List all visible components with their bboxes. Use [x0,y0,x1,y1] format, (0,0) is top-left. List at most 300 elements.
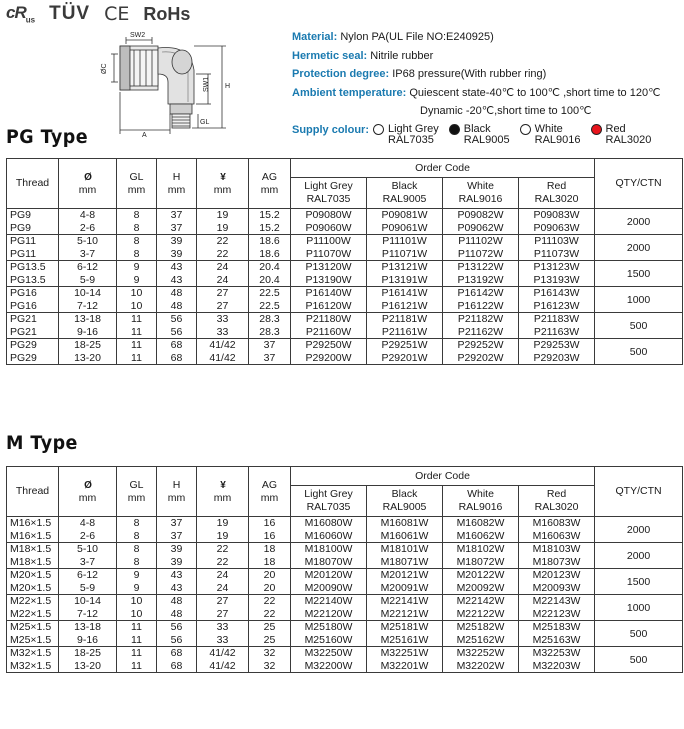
col-colour-1 [367,178,443,209]
table-cell: 10-14 [59,595,117,608]
table-cell: P16141W [367,287,443,300]
qty-cell: 500 [595,647,683,673]
table-cell: 8 [117,248,157,261]
colour-col-name: Red [546,180,567,192]
table-cell: 8 [117,222,157,235]
table-cell: M20092W [443,582,519,595]
table-cell: 20.4 [249,274,291,287]
tuv-mark: TÜV [49,3,91,24]
col-qty [595,159,683,209]
table-cell: M16083W [519,517,595,530]
table-cell: M16×1.5 [7,530,59,543]
table-row [7,543,683,556]
table-cell: 18 [249,543,291,556]
col-thread [7,467,59,517]
table-cell: 10 [117,608,157,621]
table-cell: 11 [117,660,157,673]
table-cell: P16121W [367,300,443,313]
table-cell: 68 [157,352,197,365]
table-cell: 2-6 [59,530,117,543]
table-cell: P13120W [291,261,367,274]
table-cell: 41/42 [197,647,249,660]
table-cell: 13-20 [59,352,117,365]
col-gl-label: GL [129,170,144,183]
table-cell: P29203W [519,352,595,365]
col-colour-3 [519,178,595,209]
table-cell: 22 [249,608,291,621]
table-cell: P13123W [519,261,595,274]
table-cell: 56 [157,621,197,634]
table-row [7,222,683,235]
table-cell: M25181W [367,621,443,634]
table-cell: 43 [157,569,197,582]
col-colour-0 [291,486,367,517]
m-type-table [6,466,683,673]
table-cell: M32203W [519,660,595,673]
table-cell: P09062W [443,222,519,235]
table-cell: M16082W [443,517,519,530]
table-cell: M20123W [519,569,595,582]
table-cell: M16060W [291,530,367,543]
table-cell: 25 [249,634,291,647]
table-cell: 24 [197,274,249,287]
pg-type-title: PG Type [6,126,89,148]
qty-cell: 1000 [595,287,683,313]
table-cell: 13-18 [59,313,117,326]
colour-col-code: RAL9016 [458,193,503,205]
col-colour-2 [443,178,519,209]
colour-col-code: RAL7035 [306,501,351,513]
table-cell: P09060W [291,222,367,235]
table-cell: P13121W [367,261,443,274]
colour-col-code: RAL3020 [534,193,579,205]
table-cell: M22121W [367,608,443,621]
table-cell: PG21 [7,313,59,326]
table-cell: M32×1.5 [7,660,59,673]
table-cell: 37 [157,530,197,543]
colour-col-code: RAL7035 [306,193,351,205]
table-row [7,209,683,222]
table-cell: 10 [117,287,157,300]
wrench-icon: ¥ [220,479,225,491]
table-cell: 43 [157,274,197,287]
qty-cell: 1500 [595,569,683,595]
table-cell: 43 [157,261,197,274]
table-cell: M22140W [291,595,367,608]
table-row [7,530,683,543]
table-cell: P21163W [519,326,595,339]
table-row [7,582,683,595]
table-row [7,608,683,621]
dim-sw1-label: SW1 [203,76,210,92]
table-cell: P21160W [291,326,367,339]
colour-swatch-0 [373,121,439,146]
colour-col-code: RAL9005 [382,501,427,513]
table-cell: M25160W [291,634,367,647]
colour-col-code: RAL3020 [534,501,579,513]
col-thread-label: Thread [15,485,50,497]
colour-code: RAL7035 [388,133,434,146]
table-cell: 11 [117,326,157,339]
table-cell: PG29 [7,352,59,365]
table-cell: M25×1.5 [7,634,59,647]
table-cell: 5-9 [59,274,117,287]
table-cell: P16122W [443,300,519,313]
col-thread [7,159,59,209]
table-cell: P21162W [443,326,519,339]
table-cell: 11 [117,339,157,352]
col-gl-label: GL [129,478,144,491]
table-cell: P16120W [291,300,367,313]
colour-col-name: White [467,488,494,500]
colour-swatch-label [464,121,510,146]
table-cell: M18102W [443,543,519,556]
table-cell: 20 [249,582,291,595]
table-cell: M32250W [291,647,367,660]
table-cell: 48 [157,287,197,300]
table-cell: 18-25 [59,647,117,660]
table-cell: 6-12 [59,569,117,582]
col-h-unit: mm [167,491,186,504]
table-cell: 9 [117,569,157,582]
ul-mark: $cR_{us}$ [6,3,36,25]
dim-gl-label: GL [200,119,210,126]
table-cell: 48 [157,300,197,313]
table-cell: P11070W [291,248,367,261]
table-cell: M18072W [443,556,519,569]
table-cell: 19 [197,517,249,530]
table-cell: 9-16 [59,634,117,647]
table-cell: P13190W [291,274,367,287]
table-cell: 7-12 [59,608,117,621]
colour-swatch-label [606,121,652,146]
table-cell: 27 [197,608,249,621]
table-cell: 19 [197,530,249,543]
table-cell: M18×1.5 [7,556,59,569]
table-cell: 56 [157,634,197,647]
table-cell: 18.6 [249,235,291,248]
table-cell: P09083W [519,209,595,222]
table-cell: M20×1.5 [7,582,59,595]
dim-sw2-label: SW2 [130,32,146,39]
table-cell: 43 [157,582,197,595]
table-cell: 33 [197,326,249,339]
order-code-label: Order Code [415,161,470,174]
dim-a-label: A [142,132,147,138]
dim-h-label: H [225,83,231,90]
col-h [157,467,197,517]
table-row [7,235,683,248]
table-cell: 5-10 [59,235,117,248]
wrench-icon: ¥ [220,171,225,183]
table-cell: 37 [157,222,197,235]
table-cell: M20×1.5 [7,569,59,582]
elbow-gland-drawing [90,30,240,138]
table-cell: 16 [249,517,291,530]
table-cell: M32200W [291,660,367,673]
table-cell: 22 [197,235,249,248]
table-cell: M20120W [291,569,367,582]
col-h [157,159,197,209]
table-cell: M32251W [367,647,443,660]
colour-col-name: Red [546,488,567,500]
col-gl-unit: mm [127,491,146,504]
col-ag-label: AG [261,170,278,183]
table-cell: 27 [197,287,249,300]
col-colour-0 [291,178,367,209]
col-h-unit: mm [167,183,186,196]
table-cell: 25 [249,621,291,634]
table-cell: 8 [117,543,157,556]
table-row [7,300,683,313]
colour-col-name: Black [391,488,418,500]
table-cell: PG11 [7,235,59,248]
table-row [7,660,683,673]
table-cell: M22141W [367,595,443,608]
table-cell: 39 [157,235,197,248]
table-cell: 9-16 [59,326,117,339]
table-row [7,248,683,261]
table-cell: M16×1.5 [7,517,59,530]
table-cell: P11072W [443,248,519,261]
table-cell: 8 [117,530,157,543]
table-cell: M25182W [443,621,519,634]
col-sw-unit: mm [213,183,232,196]
table-cell: P11071W [367,248,443,261]
col-gl-unit: mm [127,183,146,196]
table-cell: PG9 [7,222,59,235]
table-cell: P11102W [443,235,519,248]
table-row [7,339,683,352]
table-cell: 11 [117,647,157,660]
col-ag [249,159,291,209]
table-cell: M16080W [291,517,367,530]
table-cell: PG21 [7,326,59,339]
table-cell: 10 [117,595,157,608]
table-cell: M20121W [367,569,443,582]
table-cell: P29200W [291,352,367,365]
table-cell: 4-8 [59,517,117,530]
colour-name: Red [605,122,626,135]
table-cell: 8 [117,517,157,530]
table-cell: 18-25 [59,339,117,352]
table-cell: 22 [197,248,249,261]
table-cell: 9 [117,582,157,595]
table-cell: M25163W [519,634,595,647]
col-sw [197,159,249,209]
table-cell: 3-7 [59,248,117,261]
table-cell: P21182W [443,313,519,326]
m-type-title: M Type [6,432,78,454]
table-cell: 2-6 [59,222,117,235]
qty-cell: 1000 [595,595,683,621]
table-cell: P29253W [519,339,595,352]
col-gl [117,159,157,209]
certification-marks [6,2,190,26]
table-row [7,634,683,647]
col-thread-label: Thread [15,177,50,189]
table-cell: M20090W [291,582,367,595]
col-colour-2 [443,486,519,517]
table-cell: P29202W [443,352,519,365]
table-cell: 27 [197,300,249,313]
colour-swatch-1 [449,121,510,146]
qty-cell: 2000 [595,517,683,543]
colour-col-code: RAL9016 [458,501,503,513]
table-cell: 20.4 [249,261,291,274]
colour-col-name: Light Grey [304,488,353,500]
table-cell: P16142W [443,287,519,300]
table-cell: P29252W [443,339,519,352]
spec-ambient-dynamic: Dynamic -20℃,short time to 100℃ [420,105,592,117]
table-cell: 24 [197,261,249,274]
table-cell: 20 [249,569,291,582]
table-cell: 19 [197,209,249,222]
table-cell: 6-12 [59,261,117,274]
col-gl [117,467,157,517]
table-row [7,261,683,274]
table-cell: P13191W [367,274,443,287]
col-sw-unit: mm [213,491,232,504]
table-cell: M16063W [519,530,595,543]
table-cell: M22120W [291,608,367,621]
table-cell: 68 [157,660,197,673]
table-row [7,326,683,339]
qty-cell: 500 [595,313,683,339]
table-cell: P09063W [519,222,595,235]
table-cell: 22 [197,556,249,569]
colour-dot-icon [373,124,384,135]
table-cell: M22122W [443,608,519,621]
colour-col-code: RAL9005 [382,193,427,205]
col-order-code [291,467,595,486]
colour-code: RAL9005 [463,133,510,146]
qty-cell: 1500 [595,261,683,287]
table-cell: 39 [157,543,197,556]
table-cell: 24 [197,582,249,595]
table-cell: 5-9 [59,582,117,595]
qty-cell: 500 [595,339,683,365]
table-cell: 39 [157,556,197,569]
col-ag-unit: mm [260,183,279,196]
cable-diameter-icon: Ø [84,479,91,491]
table-cell: 10 [117,300,157,313]
col-qty-label: QTY/CTN [615,485,662,497]
rohs-mark: RoHs [143,3,191,24]
table-cell: 3-7 [59,556,117,569]
header-row [7,467,683,486]
table-cell: M18073W [519,556,595,569]
table-cell: 18.6 [249,248,291,261]
table-row [7,556,683,569]
table-cell: M22142W [443,595,519,608]
table-cell: PG13.5 [7,261,59,274]
col-qty [595,467,683,517]
table-cell: 32 [249,647,291,660]
spec-protection: Protection degree: IP68 pressure(With rubber ring) [292,68,547,80]
table-cell: M25162W [443,634,519,647]
pg-type-table [6,158,683,365]
table-cell: P16123W [519,300,595,313]
colour-col-name: Black [391,180,418,192]
colour-code: RAL9016 [534,133,581,146]
table-cell: 37 [249,352,291,365]
table-cell: 37 [249,339,291,352]
table-cell: 16 [249,530,291,543]
col-cable-range [59,159,117,209]
table-cell: 11 [117,634,157,647]
qty-cell: 2000 [595,235,683,261]
table-cell: 22 [197,543,249,556]
table-cell: M22123W [519,608,595,621]
table-cell: M32202W [443,660,519,673]
col-cable-range [59,467,117,517]
colour-swatch-3 [591,121,652,146]
table-cell: M18070W [291,556,367,569]
table-cell: P16143W [519,287,595,300]
table-cell: PG9 [7,209,59,222]
table-cell: P29250W [291,339,367,352]
table-cell: M25183W [519,621,595,634]
table-cell: 8 [117,209,157,222]
table-cell: 48 [157,595,197,608]
col-sw [197,467,249,517]
header-row [7,159,683,178]
table-cell: 37 [157,209,197,222]
table-cell: 8 [117,235,157,248]
table-cell: 68 [157,339,197,352]
table-cell: M25180W [291,621,367,634]
supply-colours: Supply colour: Light Grey RAL7035 Black RAL9005 White RAL9016 Red RAL3020 [292,122,652,146]
table-row [7,313,683,326]
specifications [292,28,684,146]
table-cell: P11100W [291,235,367,248]
table-cell: P21181W [367,313,443,326]
table-cell: 22.5 [249,287,291,300]
colour-swatch-label [388,121,439,146]
table-cell: M16062W [443,530,519,543]
table-cell: 68 [157,647,197,660]
table-cell: 56 [157,313,197,326]
table-cell: 39 [157,248,197,261]
table-cell: M22×1.5 [7,608,59,621]
table-cell: 7-12 [59,300,117,313]
table-cell: M25×1.5 [7,621,59,634]
table-cell: M32252W [443,647,519,660]
table-cell: P13193W [519,274,595,287]
table-cell: P21161W [367,326,443,339]
colour-swatch-label [535,121,581,146]
table-cell: P13122W [443,261,519,274]
table-cell: M18101W [367,543,443,556]
colour-name: Light Grey [388,122,439,135]
table-cell: P09080W [291,209,367,222]
spec-ambient: Ambient temperature: Quiescent state-40℃ to 100℃ ,short time to 120℃ [292,86,661,99]
col-ag-label: AG [261,478,278,491]
col-cable-unit: mm [78,183,97,196]
colour-col-name: Light Grey [304,180,353,192]
dim-c-label: ØC [101,63,108,74]
colour-swatch-2 [520,121,581,146]
table-cell: 13-18 [59,621,117,634]
colour-dot-icon [449,124,460,135]
table-cell: M16081W [367,517,443,530]
col-ag [249,467,291,517]
table-cell: 9 [117,261,157,274]
table-cell: P21180W [291,313,367,326]
table-cell: 28.3 [249,326,291,339]
table-cell: 22.5 [249,300,291,313]
